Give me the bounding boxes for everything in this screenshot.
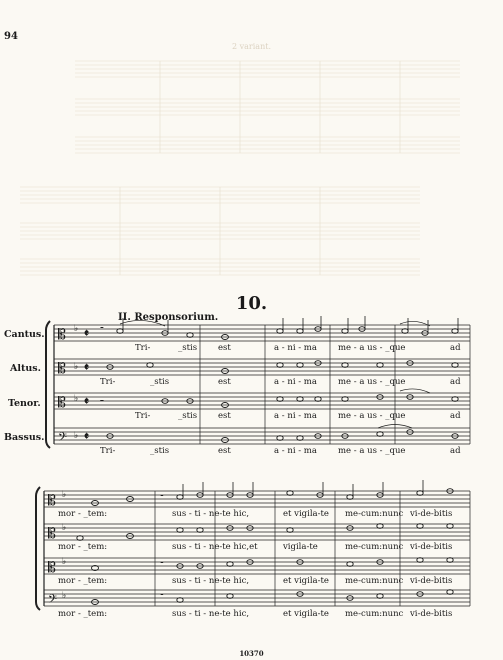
lyric: est bbox=[218, 446, 231, 456]
voice-label-cantus: Cantus. bbox=[4, 329, 45, 340]
svg-text:𝄡: 𝄡 bbox=[58, 361, 66, 377]
lyric: est bbox=[218, 411, 231, 421]
voice-label-tenor: Tenor. bbox=[8, 398, 41, 409]
svg-text:𝄢: 𝄢 bbox=[58, 431, 68, 447]
svg-text:𝄻: 𝄻 bbox=[100, 325, 104, 336]
staff-altus-2 bbox=[44, 524, 470, 540]
lyric: sus - ti - ne-te hic, bbox=[172, 609, 250, 619]
lyric: ad bbox=[450, 446, 461, 456]
page-number: 94 bbox=[4, 31, 18, 42]
lyric: et vigila-te bbox=[283, 509, 329, 519]
svg-text:𝄵: 𝄵 bbox=[84, 327, 89, 340]
svg-text:𝄻: 𝄻 bbox=[160, 592, 164, 603]
piece-number: 10. bbox=[235, 293, 268, 314]
svg-text:𝄻: 𝄻 bbox=[100, 398, 104, 409]
lyric: est bbox=[218, 377, 231, 387]
lyric: me-cum:nunc bbox=[345, 542, 404, 552]
lyric: vi-de-bitis bbox=[410, 509, 453, 519]
svg-text:♭: ♭ bbox=[62, 591, 67, 601]
staff-cantus-2 bbox=[44, 491, 470, 507]
lyric: et vigila-te bbox=[283, 609, 329, 619]
svg-text:𝄡: 𝄡 bbox=[48, 493, 56, 509]
lyric: Tri- bbox=[100, 377, 116, 387]
voice-label-altus: Altus. bbox=[10, 363, 41, 374]
time-signatures bbox=[84, 327, 89, 443]
lyric: mor - _tem: bbox=[58, 542, 108, 552]
lyric: Tri- bbox=[135, 411, 151, 421]
svg-text:𝄢: 𝄢 bbox=[48, 593, 58, 609]
lyric: _stis bbox=[150, 377, 170, 387]
svg-text:𝄻: 𝄻 bbox=[160, 560, 164, 571]
lyric: vi-de-bitis bbox=[410, 576, 453, 586]
lyric: sus - ti - ne-te hic, bbox=[172, 509, 250, 519]
lyric: vi-de-bitis bbox=[410, 542, 453, 552]
lyric: mor - _tem: bbox=[58, 609, 108, 619]
svg-text:♭: ♭ bbox=[74, 324, 79, 334]
voice-label-bassus: Bassus. bbox=[4, 432, 45, 443]
lyric: est bbox=[218, 343, 231, 353]
svg-text:𝄻: 𝄻 bbox=[160, 493, 164, 504]
lyric: Tri- bbox=[100, 446, 116, 456]
lyric: me-cum:nunc bbox=[345, 609, 404, 619]
lyric: a - ni - ma bbox=[274, 411, 317, 421]
svg-text:𝄵: 𝄵 bbox=[84, 395, 89, 408]
noteheads bbox=[77, 327, 458, 605]
bleed-through-header: 2 variant. bbox=[232, 42, 271, 51]
svg-text:♭: ♭ bbox=[74, 362, 79, 372]
svg-text:♭: ♭ bbox=[62, 557, 67, 567]
svg-text:♭: ♭ bbox=[74, 431, 79, 441]
lyric: ad bbox=[450, 411, 461, 421]
svg-text:♭: ♭ bbox=[62, 523, 67, 533]
lyric: _stis bbox=[178, 411, 198, 421]
lyric: sus - ti - ne-te hic, bbox=[172, 576, 250, 586]
svg-text:♭: ♭ bbox=[74, 394, 79, 404]
lyric: _stis bbox=[178, 343, 198, 353]
svg-text:𝄡: 𝄡 bbox=[58, 395, 66, 411]
lyric: et vigila-te bbox=[283, 576, 329, 586]
lyric: mor - _tem: bbox=[58, 576, 108, 586]
lyric: ad bbox=[450, 377, 461, 387]
lyric: vi-de-bitis bbox=[410, 609, 453, 619]
lyric: a - ni - ma bbox=[274, 343, 317, 353]
staff-tenor-2 bbox=[44, 558, 470, 574]
lyric: me-cum:nunc bbox=[345, 509, 404, 519]
plate-number: 10370 bbox=[239, 649, 264, 658]
lyric: me - a us - _que bbox=[338, 377, 406, 387]
lyric: _stis bbox=[150, 446, 170, 456]
lyric: ad bbox=[450, 343, 461, 353]
lyric: sus - ti - ne-te hic,et bbox=[172, 542, 258, 552]
lyric: mor - _tem: bbox=[58, 509, 108, 519]
staff-bassus-2 bbox=[44, 590, 470, 606]
lyric: a - ni - ma bbox=[274, 446, 317, 456]
lyric: me - a us - _que bbox=[338, 411, 406, 421]
svg-text:♭: ♭ bbox=[62, 490, 67, 500]
lyric: me - a us - _que bbox=[338, 343, 406, 353]
lyric: a - ni - ma bbox=[274, 377, 317, 387]
lyric: me - a us - _que bbox=[338, 446, 406, 456]
lyric: me-cum:nunc bbox=[345, 576, 404, 586]
svg-text:𝄡: 𝄡 bbox=[58, 327, 66, 343]
svg-text:𝄡: 𝄡 bbox=[48, 526, 56, 542]
svg-text:𝄵: 𝄵 bbox=[84, 430, 89, 443]
lyric: vigila-te bbox=[283, 542, 318, 552]
svg-text:𝄡: 𝄡 bbox=[48, 560, 56, 576]
svg-text:𝄵: 𝄵 bbox=[84, 361, 89, 374]
lyric: Tri- bbox=[135, 343, 151, 353]
section-title: II. Responsorium. bbox=[118, 312, 219, 323]
